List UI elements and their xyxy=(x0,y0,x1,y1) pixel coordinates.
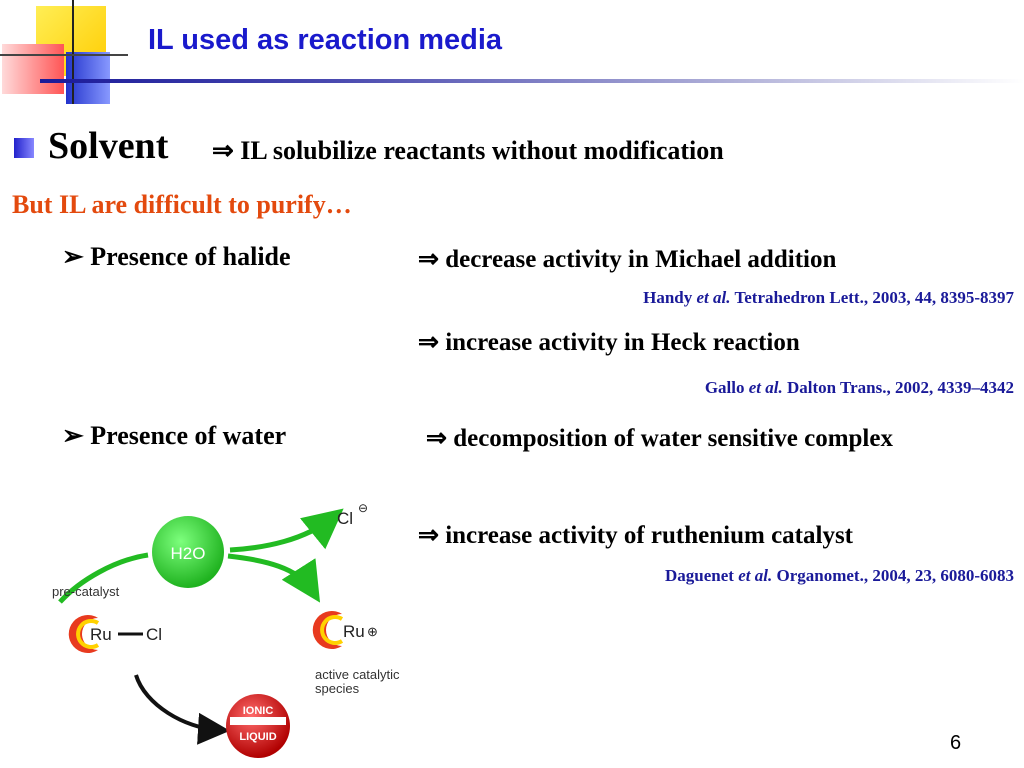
active-species-label-1: active catalytic xyxy=(315,667,400,682)
decor-line-vertical xyxy=(72,0,74,104)
ref-etal: et al. xyxy=(696,288,731,307)
liquid-label: LIQUID xyxy=(239,731,277,743)
ionic-liquid-sign xyxy=(226,694,290,758)
ref-citation: Organomet., 2004, 23, 6080-6083 xyxy=(776,566,1014,585)
implies-arrow-icon: ⇒ xyxy=(212,136,234,165)
precatalyst-label: pre-catalyst xyxy=(52,584,120,599)
arrow-to-ionic-liquid xyxy=(136,675,218,730)
arrow-to-active-species xyxy=(228,556,312,590)
slide-title: IL used as reaction media xyxy=(148,24,503,56)
solvent-heading: Solvent xyxy=(48,125,169,167)
decor-line-horizontal xyxy=(0,54,128,56)
ionic-label: IONIC xyxy=(242,705,274,717)
purification-warning: But IL are difficult to purify… xyxy=(12,190,352,219)
ref-etal: et al. xyxy=(738,566,773,585)
point-water xyxy=(62,421,286,451)
implies-arrow-icon: ⇒ xyxy=(418,522,439,549)
ref-author: Handy xyxy=(643,288,693,307)
reference-gallo xyxy=(705,378,1014,398)
chloride-label: Cl xyxy=(337,509,354,528)
ref-author: Daguenet xyxy=(665,566,734,585)
reference-daguenet xyxy=(665,566,1014,586)
title-underline xyxy=(40,79,1024,83)
ref-author: Gallo xyxy=(704,378,745,397)
solvent-description xyxy=(212,136,724,166)
effect-decomposition xyxy=(426,423,893,453)
active-species-label-2: species xyxy=(315,681,360,696)
decor-square-red xyxy=(2,44,64,94)
effect-text: increase activity of ruthenium catalyst xyxy=(445,522,854,549)
solvent-description-text: IL solubilize reactants without modification xyxy=(240,136,724,165)
cl-label: Cl xyxy=(146,625,163,644)
point-label: Presence of halide xyxy=(90,242,291,271)
implies-arrow-icon: ⇒ xyxy=(418,246,439,273)
water-label: H2O xyxy=(170,544,206,563)
cation-charge: ⊕ xyxy=(367,624,378,639)
reference-handy xyxy=(643,288,1014,308)
ru-label: Ru xyxy=(90,625,112,644)
ref-citation: Tetrahedron Lett., 2003, 44, 8395-8397 xyxy=(734,288,1014,307)
effect-text: decomposition of water sensitive complex xyxy=(453,425,893,452)
page-number: 6 xyxy=(950,732,962,754)
arrowhead-bullet-icon: ➢ xyxy=(62,421,84,450)
point-label: Presence of water xyxy=(90,421,287,450)
ref-etal: et al. xyxy=(748,378,783,397)
arrow-to-chloride xyxy=(230,518,332,550)
effect-text: decrease activity in Michael addition xyxy=(445,246,837,273)
implies-arrow-icon: ⇒ xyxy=(426,425,447,452)
point-halide xyxy=(62,242,291,272)
implies-arrow-icon: ⇒ xyxy=(418,329,439,356)
effect-ruthenium xyxy=(418,520,853,550)
chloride-charge: ⊖ xyxy=(358,501,369,515)
effect-text: increase activity in Heck reaction xyxy=(445,329,800,356)
ref-citation: Dalton Trans., 2002, 4339–4342 xyxy=(786,378,1014,397)
reaction-diagram xyxy=(40,490,440,768)
ru-cation-label: Ru xyxy=(343,622,365,641)
arrowhead-bullet-icon: ➢ xyxy=(62,242,84,271)
effect-michael xyxy=(418,244,836,274)
effect-heck xyxy=(418,327,800,357)
bullet-square-icon xyxy=(14,138,34,158)
